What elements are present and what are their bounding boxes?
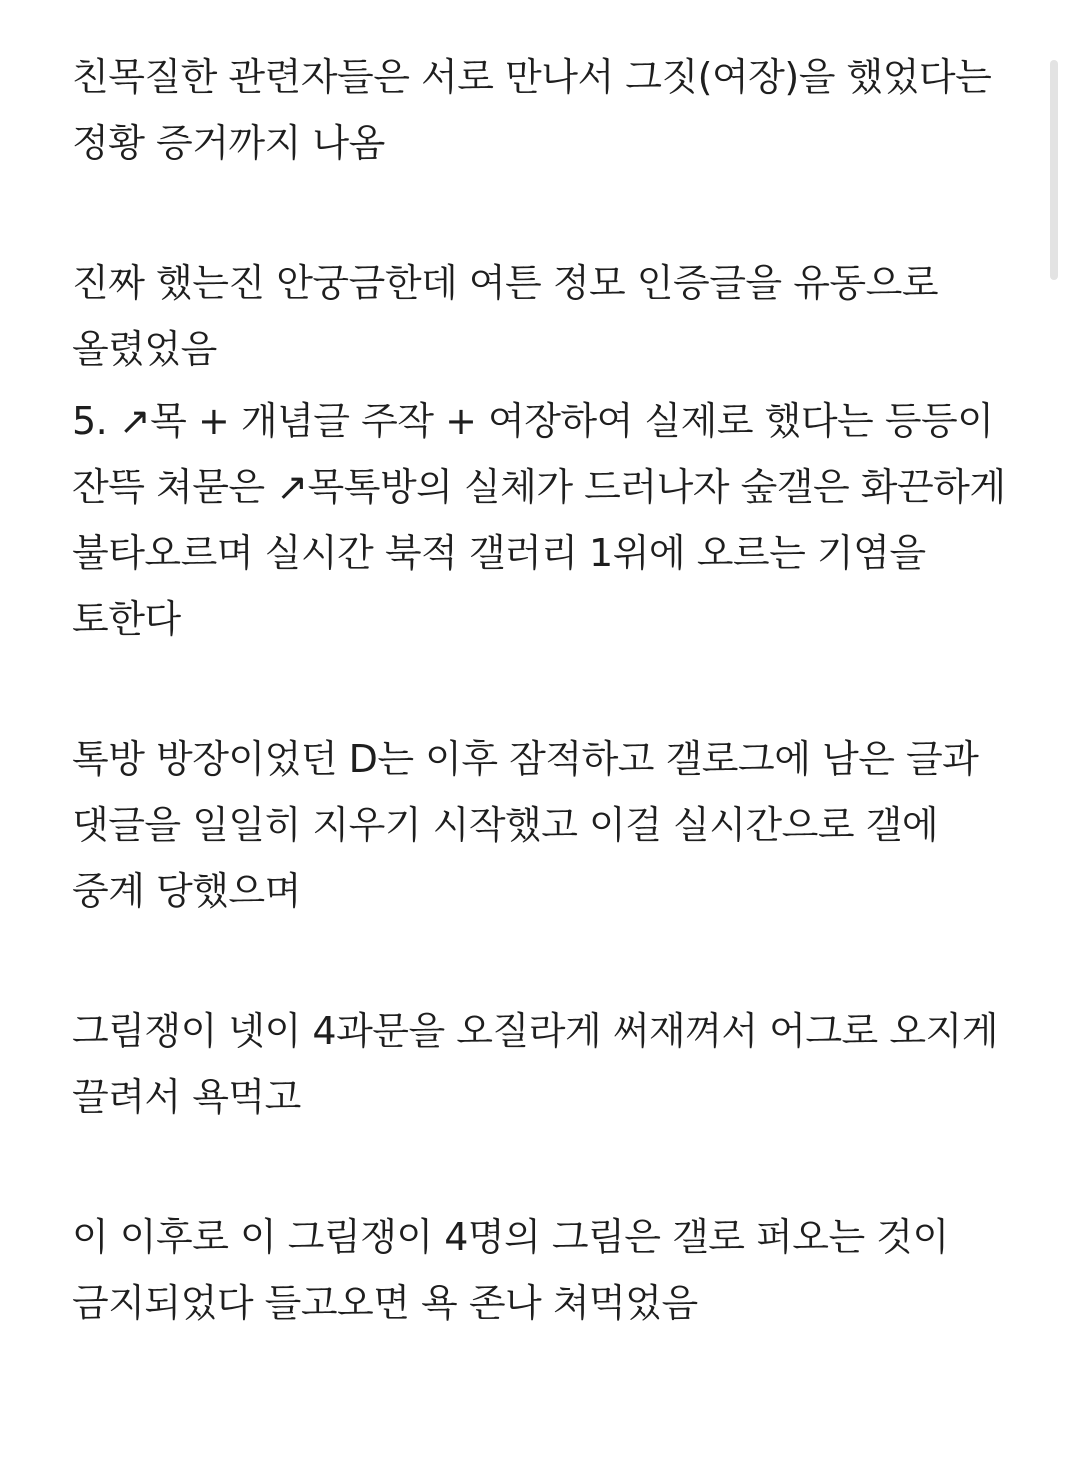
paragraph-3: 5. ↗목 + 개념글 주작 + 여장하여 실제로 했다는 등등이 잔뜩 쳐묻은 ↗목톡방의 실체가 드러나자 숲갤은 화끈하게 불타오르며 실시간 북적 갤러리 1위에 오르는 기염을 토한다 [72, 399, 1006, 641]
paragraph-5: 그림쟁이 넷이 4과문을 오질라게 써재껴서 어그로 오지게 끌려서 욕먹고 [72, 1009, 998, 1119]
paragraph-4: 톡방 방장이었던 D는 이후 잠적하고 갤로그에 남은 글과 댓글을 일일히 지우기 시작했고 이걸 실시간으로 갤에 중계 당했으며 [72, 737, 979, 913]
paragraph-2: 진짜 했는진 안궁금한데 여튼 정모 인증글을 유동으로 올렸었음 [72, 261, 939, 371]
paragraph-6: 이 이후로 이 그림쟁이 4명의 그림은 갤로 퍼오는 것이 금지되었다 들고오면 욕 존나 쳐먹었음 [72, 1215, 949, 1325]
scrollbar[interactable] [1050, 60, 1058, 290]
article-body [72, 44, 1022, 1336]
paragraph-1: 친목질한 관련자들은 서로 만나서 그짓(여장)을 했었다는 정황 증거까지 나옴 [72, 55, 992, 165]
scrollbar-thumb[interactable] [1050, 60, 1058, 280]
